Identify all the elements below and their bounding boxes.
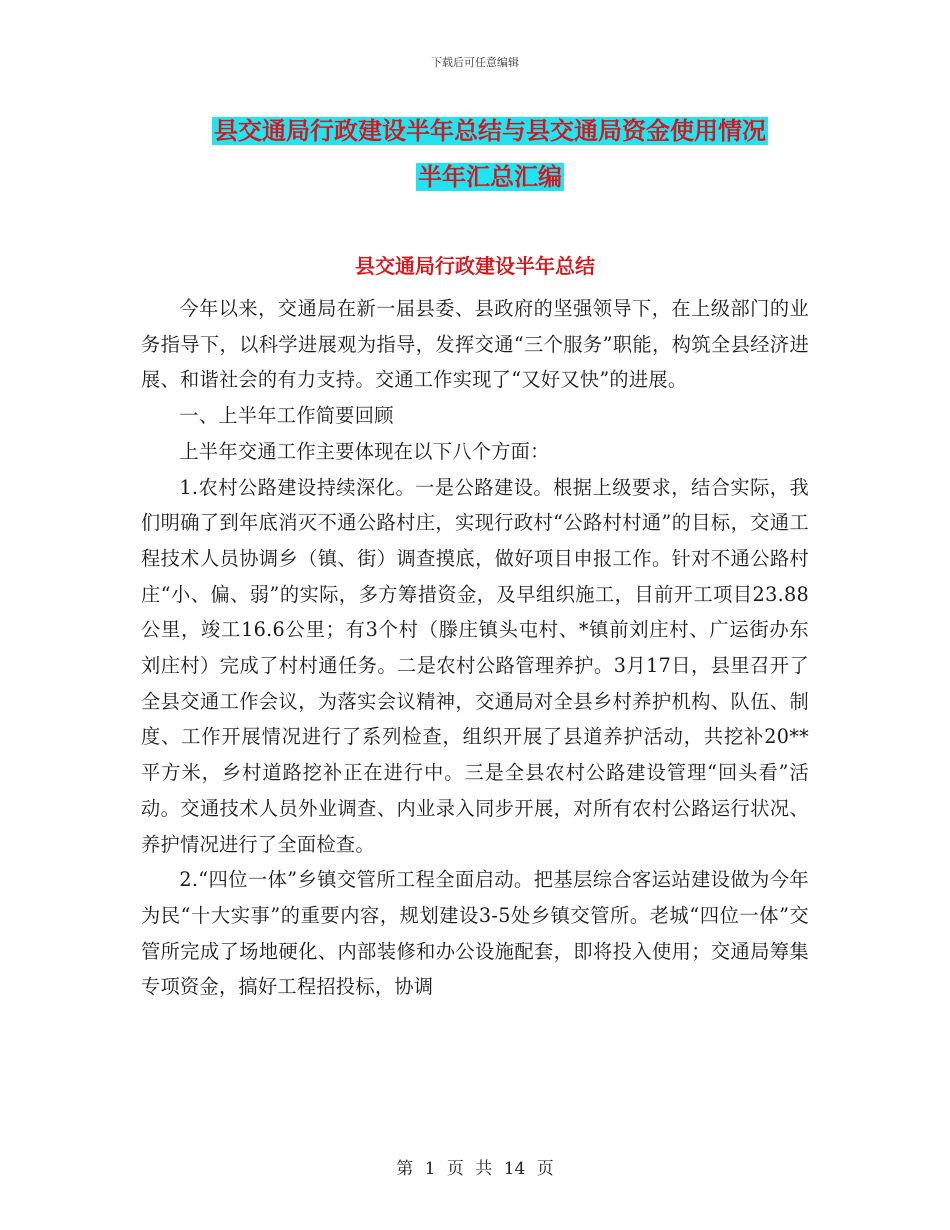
paragraph-heading-review: 一、上半年工作简要回顾	[179, 404, 394, 428]
document-title-line-1: 县交通局行政建设半年总结与县交通局资金使用情况	[214, 117, 766, 145]
paragraph-intro: 今年以来，交通局在新一届县委、县政府的坚强领导下，在上级部门的业务指导下，以科学进展观为指导，发挥交通“三个服务”职能，构筑全县经济进展、和谐社会的有力支持。交通工作实现了“又好又快”的进展。	[141, 297, 809, 392]
paragraph-eight-aspects: 上半年交通工作主要体现在以下八个方面：	[179, 439, 550, 463]
document-body	[141, 291, 809, 1005]
document-title-line-2: 半年汇总汇编	[418, 163, 562, 191]
document-title	[140, 108, 840, 200]
page-header-note: 下载后可任意编辑	[431, 56, 519, 69]
section-title: 县交通局行政建设半年总结	[355, 254, 595, 278]
paragraph-rural-roads: 1.农村公路建设持续深化。一是公路建设。根据上级要求，结合实际，我们明确了到年底消灭不通公路村庄，实现行政村“公路村村通”的目标，交通工程技术人员协调乡（镇、街）调查摸底，做好项目申报工作。针对不通公路村庄“小、偏、弱”的实际，多方筹措资金，及早组织施工，目前开工项目23.88公里，竣工16.6公里；有3个村（滕庄镇头屯村、*镇前刘庄村、广运街办东刘庄村）完成了村村通任务。二是农村公路管理养护。3月17日，县里召开了全县交通工作会议，为落实会议精神，交通局对全县乡村养护机构、队伍、制度、工作开展情况进行了系列检查，组织开展了县道养护活动，共挖补20**平方米，乡村道路挖补正在进行中。三是全县农村公路建设管理“回头看”活动。交通技术人员外业调查、内业录入同步开展，对所有农村公路运行状况、养护情况进行了全面检查。	[141, 475, 809, 856]
paragraph-four-in-one: 2.“四位一体”乡镇交管所工程全面启动。把基层综合客运站建设做为今年为民“十大实事”的重要内容，规划建设3-5处乡镇交管所。老城“四位一体”交管所完成了场地硬化、内部装修和办公设施配套，即将投入使用；交通局筹集专项资金，搞好工程招投标，协调	[141, 868, 809, 999]
page-footer-number: 第 1 页 共 14 页	[396, 1159, 554, 1179]
